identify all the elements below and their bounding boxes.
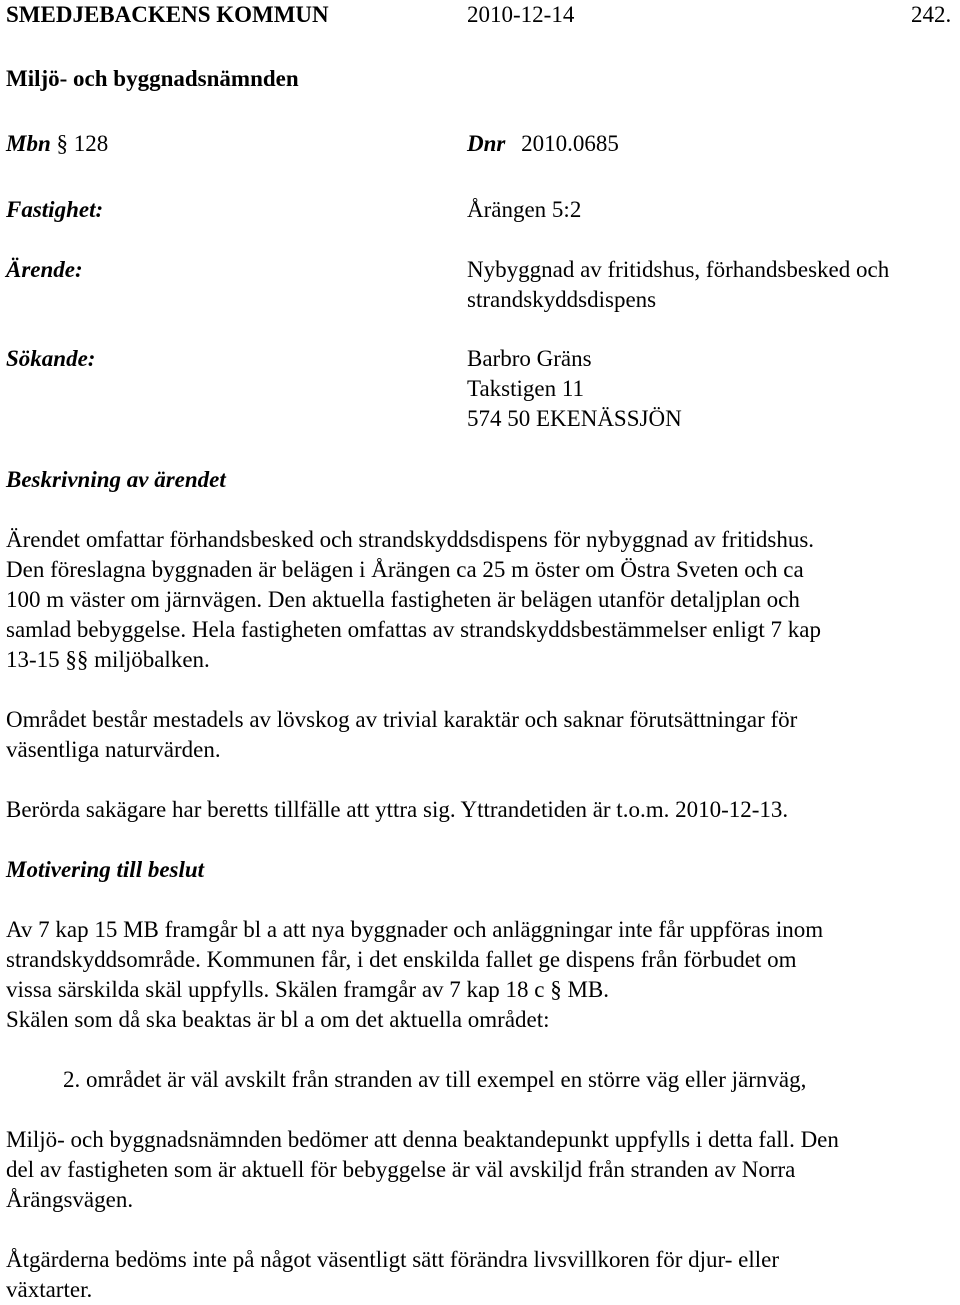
paragraph-line: samlad bebyggelse. Hela fastigheten omfattas av strandskyddsbestämmelser enligt 7 kap xyxy=(6,617,821,642)
page-number: 242. xyxy=(911,2,952,27)
mbn-label: Mbn xyxy=(6,131,51,156)
dnr-label: Dnr xyxy=(467,131,506,156)
applicant-label: Sökande: xyxy=(6,346,96,371)
applicant-name: Barbro Gräns xyxy=(467,346,592,371)
paragraph-line: Berörda sakägare har beretts tillfälle att yttra sig. Yttrandetiden är t.o.m. 2010-12-13. xyxy=(6,797,789,822)
property-label: Fastighet: xyxy=(6,197,104,222)
paragraph-line: del av fastigheten som är aktuell för bebyggelse är väl avskiljd från stranden av Norra xyxy=(6,1157,796,1182)
vegetation-paragraph xyxy=(6,705,954,765)
section-sign: § xyxy=(56,131,68,156)
paragraph-line: Den föreslagna byggnaden är belägen i Årängen ca 25 m öster om Östra Sveten och ca xyxy=(6,557,804,582)
motivation-paragraph xyxy=(6,915,954,1035)
motivation-heading: Motivering till beslut xyxy=(6,857,205,882)
consultation-paragraph xyxy=(6,795,954,825)
paragraph-line: väsentliga naturvärden. xyxy=(6,737,221,762)
paragraph-line: Åtgärderna bedöms inte på något väsentligt sätt förändra livsvillkoren för djur- eller xyxy=(6,1247,779,1272)
paragraph-line: Skälen som då ska beaktas är bl a om det aktuella området: xyxy=(6,1007,550,1032)
municipality-name: SMEDJEBACKENS KOMMUN xyxy=(6,2,329,27)
assessment-paragraph xyxy=(6,1125,954,1215)
dnr-value: 2010.0685 xyxy=(521,131,619,156)
paragraph-line: Av 7 kap 15 MB framgår bl a att nya byggnader och anläggningar inte får uppföras inom xyxy=(6,917,824,942)
closing-paragraph xyxy=(6,1245,954,1305)
paragraph-line: Årängsvägen. xyxy=(6,1187,134,1212)
description-heading: Beskrivning av ärendet xyxy=(6,467,226,492)
diary-number xyxy=(467,129,619,159)
criteria-list-item: 2. området är väl avskilt från stranden av till exempel en större väg eller järnväg, xyxy=(63,1067,807,1092)
description-paragraph xyxy=(6,525,954,675)
matter-line-1: Nybyggnad av fritidshus, förhandsbesked och xyxy=(467,257,890,282)
property-value: Årängen 5:2 xyxy=(467,197,582,222)
applicant-street: Takstigen 11 xyxy=(467,376,584,401)
paragraph-line: vissa särskilda skäl uppfylls. Skälen framgår av 7 kap 18 c § MB. xyxy=(6,977,609,1002)
meeting-date: 2010-12-14 xyxy=(467,2,575,27)
mbn-number: 128 xyxy=(73,131,109,156)
paragraph-line: 13-15 §§ miljöbalken. xyxy=(6,647,210,672)
paragraph-line: 100 m väster om järnvägen. Den aktuella fastigheten är belägen utanför detaljplan och xyxy=(6,587,800,612)
board-name: Miljö- och byggnadsnämnden xyxy=(6,66,299,91)
matter-line-2: strandskyddsdispens xyxy=(467,287,657,312)
applicant-city: 574 50 EKENÄSSJÖN xyxy=(467,406,682,431)
paragraph-line: Området består mestadels av lövskog av trivial karaktär och saknar förutsättningar för xyxy=(6,707,798,732)
paragraph-line: Ärendet omfattar förhandsbesked och strandskyddsdispens för nybyggnad av fritidshus. xyxy=(6,527,815,552)
paragraph-line: växtarter. xyxy=(6,1277,93,1302)
matter-label: Ärende: xyxy=(6,257,83,282)
paragraph-line: strandskyddsområde. Kommunen får, i det enskilda fallet ge dispens från förbudet om xyxy=(6,947,797,972)
paragraph-line: Miljö- och byggnadsnämnden bedömer att denna beaktandepunkt uppfylls i detta fall. Den xyxy=(6,1127,839,1152)
paragraph-number xyxy=(6,129,108,159)
